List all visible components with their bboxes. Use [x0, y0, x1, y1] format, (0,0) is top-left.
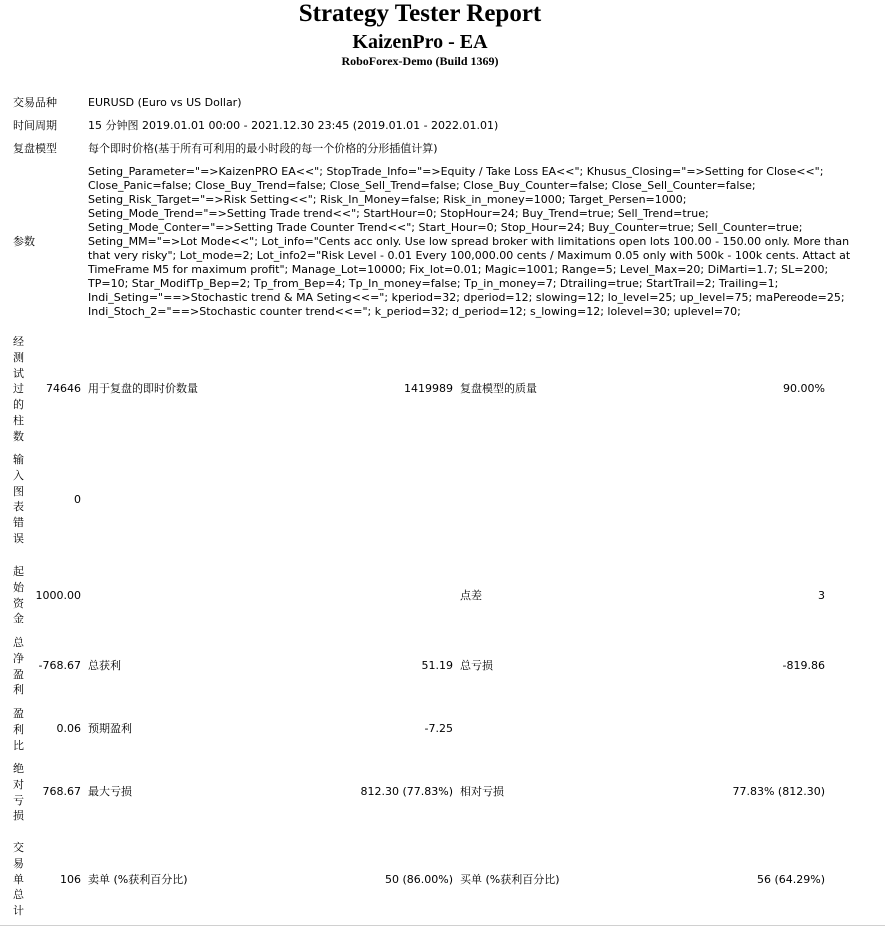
short-trades-label: 卖单 (%获利百分比)	[88, 873, 188, 886]
period-value: 15 分钟图 2019.01.01 00:00 - 2021.12.30 23:45 (2019.01.01 - 2022.01.01)	[88, 119, 499, 132]
errors-value: 0	[74, 493, 81, 506]
period-label: 时间周期	[13, 119, 57, 132]
bars-value: 74646	[46, 382, 81, 395]
params-line: Close_Panic=false; Close_Buy_Trend=false; Close_Sell_Trend=false; Close_Buy_Counter=false; Close_Sell_Counter=false;	[88, 179, 756, 192]
model-value: 每个即时价格(基于所有可利用的最小时段的每一个价格的分形插值计算)	[88, 142, 438, 155]
symbol-label: 交易品种	[13, 96, 57, 109]
params-line: Seting_Parameter="=>KaizenPRO EA<<"; StopTrade_Info="=>Equity / Take Loss EA<<"; Khusus_Closing="=>Setting for Close<<";	[88, 165, 824, 178]
report-title: Strategy Tester Report	[298, 0, 542, 27]
server-build: RoboForex-Demo (Build 1369)	[341, 54, 499, 68]
payoff-label: 预期盈利	[88, 722, 132, 735]
rel-drawdown-value: 77.83% (812.30)	[732, 785, 825, 798]
quality-label: 复盘模型的质量	[460, 382, 537, 395]
profit-factor-label: 盈利比	[13, 707, 24, 752]
params-line: Seting_MM="=>Lot Mode<<"; Lot_info="Cents acc only. Use low spread broker with limitations open lots 100.00 - 150.00 only. More than	[88, 235, 850, 248]
net-profit-label: 总净盈利	[13, 636, 24, 697]
deposit-label: 起始资金	[13, 565, 24, 626]
gross-profit-label: 总获利	[88, 659, 121, 672]
ea-name: KaizenPro - EA	[352, 31, 488, 53]
errors-label: 输入图表错误	[13, 453, 24, 545]
total-trades-value: 106	[60, 873, 81, 886]
abs-drawdown-label: 绝对亏损	[13, 762, 24, 823]
bars-label: 经测试过的柱数	[13, 335, 24, 443]
ticks-value: 1419989	[404, 382, 453, 395]
long-trades-value: 56 (64.29%)	[756, 873, 825, 886]
deposit-value: 1000.00	[35, 589, 81, 602]
net-profit-value: -768.67	[38, 659, 81, 672]
gross-profit-value: 51.19	[421, 659, 453, 672]
max-drawdown-value: 812.30 (77.83%)	[360, 785, 453, 798]
symbol-value: EURUSD (Euro vs US Dollar)	[88, 96, 242, 109]
rel-drawdown-label: 相对亏损	[460, 785, 504, 798]
quality-value: 90.00%	[783, 382, 825, 395]
params-line: Indi_Seting="==>Stochastic trend & MA Seting<<="; kperiod=32; dperiod=12; slowing=12; lo_level=25; up_level=75; maPereode=25;	[88, 291, 845, 304]
total-trades-label: 交易单总计	[13, 841, 24, 918]
spread-value: 3	[818, 589, 825, 602]
short-trades-value: 50 (86.00%)	[384, 873, 453, 886]
long-trades-label: 买单 (%获利百分比)	[460, 873, 560, 886]
profit-factor-value: 0.06	[56, 722, 81, 735]
params-line: that very risky"; Lot_mode=2; Lot_info2="Risk Level - 0.01 Every 100,000.00 cents / Maximum 0.05 only with 500k - 100k cents. Attact at	[88, 249, 851, 262]
spread-label: 点差	[460, 589, 482, 602]
params-line: Indi_Stoch_2="==>Stochastic counter trend<<="; k_period=32; d_period=12; s_lowing=12; lolevel=30; uplevel=70;	[88, 305, 741, 318]
abs-drawdown-value: 768.67	[42, 785, 81, 798]
params-line: Seting_Mode_Trend="=>Setting Trade trend<<"; StartHour=0; StopHour=24; Buy_Trend=true; Sell_Trend=true;	[88, 207, 709, 220]
bottom-divider	[0, 925, 885, 926]
params-line: TimeFrame M5 for maximum profit"; Manage_Lot=10000; Fix_lot=0.01; Magic=1001; Range=5; Level_Max=20; DiMarti=1.7; SL=200;	[88, 263, 829, 276]
gross-loss-value: -819.86	[782, 659, 825, 672]
params-value	[88, 165, 851, 319]
max-drawdown-label: 最大亏损	[88, 785, 132, 798]
params-label: 参数	[13, 235, 35, 248]
model-label: 复盘模型	[13, 142, 57, 155]
params-line: Seting_Mode_Conter="=>Setting Trade Counter Trend<<"; Start_Hour=0; Stop_Hour=24; Buy_Counter=true; Sell_Counter=true;	[88, 221, 803, 234]
payoff-value: -7.25	[424, 722, 453, 735]
params-line: TP=10; Star_ModifTp_Bep=2; Tp_from_Bep=4; Tp_In_money=false; Tp_in_money=7; Dtrailing=true; StartTrail=2; Trailing=1;	[88, 277, 779, 290]
ticks-label: 用于复盘的即时价数量	[88, 382, 198, 395]
params-line: Seting_Risk_Target="=>Risk Setting<<"; Risk_In_Money=false; Risk_in_money=1000; Target_Persen=1000;	[88, 193, 687, 206]
gross-loss-label: 总亏损	[460, 659, 493, 672]
